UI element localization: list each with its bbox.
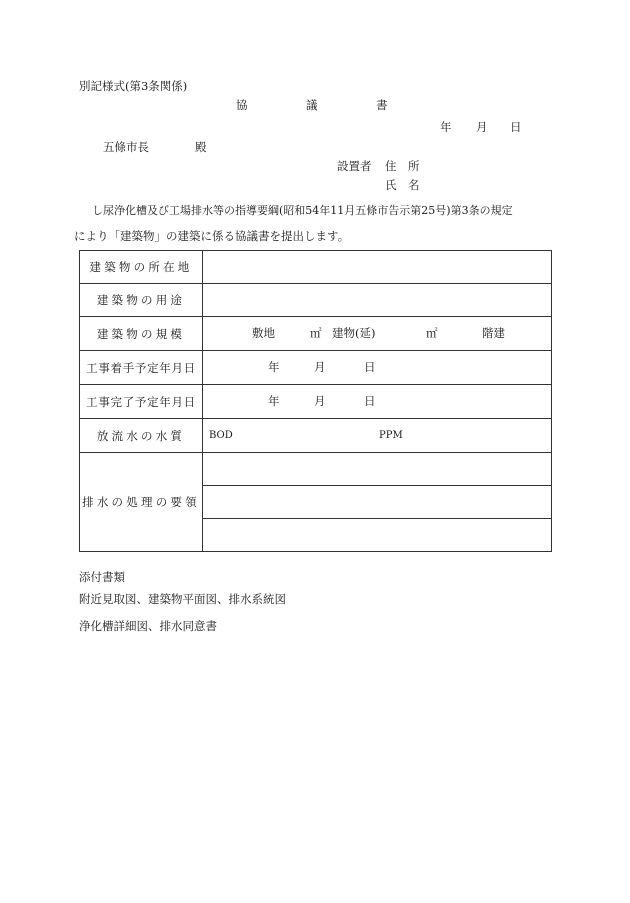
- scale-field[interactable]: [203, 317, 552, 351]
- finish-date-field[interactable]: [203, 385, 552, 419]
- title-char-2: 議: [306, 98, 318, 112]
- ppm-label: PPM: [379, 430, 403, 441]
- table-row: [80, 419, 552, 453]
- body-text-line-2: により「建築物」の建築に係る協議書を提出します。: [74, 229, 350, 243]
- drainage-method-field-3[interactable]: [203, 519, 552, 552]
- site-area-unit: ㎡: [310, 326, 322, 340]
- applicant-address-label: 住 所: [385, 159, 420, 173]
- date-month: 月: [476, 120, 488, 134]
- start-year: 年: [268, 360, 280, 374]
- floor-area-label: 建物(延): [332, 326, 376, 340]
- finish-year: 年: [268, 394, 280, 408]
- table-row: [80, 351, 552, 385]
- drainage-method-field-1[interactable]: [203, 453, 552, 486]
- use-field[interactable]: [203, 284, 552, 317]
- start-month: 月: [314, 360, 326, 374]
- water-quality-label: 放流水の水質: [80, 419, 203, 453]
- table-row: [80, 453, 552, 486]
- form-reference: 別記様式(第3条関係): [79, 79, 188, 93]
- water-quality-field[interactable]: [203, 419, 552, 453]
- table-row: [80, 317, 552, 351]
- finish-day: 日: [364, 394, 376, 408]
- title-char-1: 協: [236, 98, 248, 112]
- location-field[interactable]: [203, 251, 552, 284]
- date-year: 年: [440, 120, 452, 134]
- application-table: [79, 250, 552, 552]
- date-day: 日: [510, 120, 522, 134]
- title-char-3: 書: [376, 98, 388, 112]
- drainage-method-field-2[interactable]: [203, 486, 552, 519]
- drainage-method-label: 排水の処理の要領: [80, 453, 203, 552]
- start-date-field[interactable]: [203, 351, 552, 385]
- addressee-honorific: 殿: [195, 140, 207, 154]
- attachments-header: 添付書類: [79, 570, 125, 584]
- table-row: [80, 284, 552, 317]
- applicant-name-label: 氏 名: [385, 178, 420, 192]
- start-date-label: 工事着手予定年月日: [80, 351, 203, 385]
- addressee-name: 五條市長: [103, 140, 149, 154]
- use-label: 建築物の用途: [80, 284, 203, 317]
- start-day: 日: [364, 360, 376, 374]
- table-row: [80, 251, 552, 284]
- stories-label: 階建: [482, 326, 505, 340]
- attachments-line-2: 浄化槽詳細図、排水同意書: [79, 619, 217, 633]
- location-label: 建築物の所在地: [80, 251, 203, 284]
- site-area-label: 敷地: [252, 326, 275, 340]
- table-row: [80, 385, 552, 419]
- attachments-line-1: 附近見取図、建築物平面図、排水系統図: [79, 592, 286, 606]
- scale-label: 建築物の規模: [80, 317, 203, 351]
- body-text-line-1: し尿浄化槽及び工場排水等の指導要綱(昭和54年11月五條市告示第25号)第3条の規定: [92, 204, 513, 217]
- applicant-label: 設置者: [337, 159, 372, 173]
- floor-area-unit: ㎡: [426, 326, 438, 340]
- finish-month: 月: [314, 394, 326, 408]
- finish-date-label: 工事完了予定年月日: [80, 385, 203, 419]
- bod-label: BOD: [209, 430, 233, 441]
